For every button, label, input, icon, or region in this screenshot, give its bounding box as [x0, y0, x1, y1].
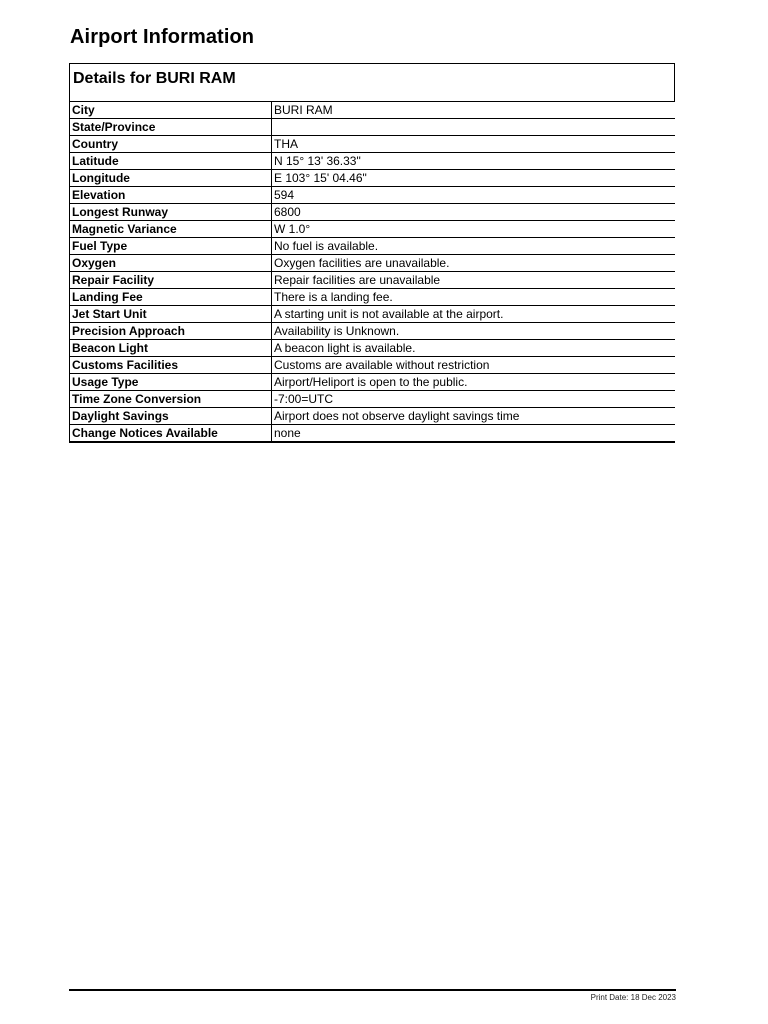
print-date: Print Date: 18 Dec 2023 — [590, 993, 676, 1002]
row-label: Longest Runway — [70, 204, 272, 221]
footer-divider — [69, 989, 676, 991]
table-row — [70, 272, 675, 289]
table-row — [70, 136, 675, 153]
table-row — [70, 340, 675, 357]
row-label: Beacon Light — [70, 340, 272, 357]
row-label: Daylight Savings — [70, 408, 272, 425]
row-value: Repair facilities are unavailable — [272, 272, 676, 289]
row-value: Airport does not observe daylight savings time — [272, 408, 676, 425]
row-label: Usage Type — [70, 374, 272, 391]
table-row — [70, 289, 675, 306]
table-row — [70, 221, 675, 238]
table-row — [70, 306, 675, 323]
airport-details-table — [70, 102, 675, 442]
row-value: Oxygen facilities are unavailable. — [272, 255, 676, 272]
table-row — [70, 119, 675, 136]
table-row — [70, 323, 675, 340]
details-heading: Details for BURI RAM — [70, 64, 675, 102]
row-label: Landing Fee — [70, 289, 272, 306]
details-table-body — [70, 102, 675, 442]
row-label: Repair Facility — [70, 272, 272, 289]
row-value: A starting unit is not available at the airport. — [272, 306, 676, 323]
row-value: N 15° 13' 36.33" — [272, 153, 676, 170]
table-row — [70, 408, 675, 425]
row-label: Time Zone Conversion — [70, 391, 272, 408]
row-value: 6800 — [272, 204, 676, 221]
row-label: Magnetic Variance — [70, 221, 272, 238]
row-value: A beacon light is available. — [272, 340, 676, 357]
row-value: E 103° 15' 04.46" — [272, 170, 676, 187]
row-label: Country — [70, 136, 272, 153]
table-row — [70, 357, 675, 374]
row-value: Customs are available without restriction — [272, 357, 676, 374]
row-value: No fuel is available. — [272, 238, 676, 255]
table-row — [70, 170, 675, 187]
row-label: Change Notices Available — [70, 425, 272, 442]
page-title: Airport Information — [70, 26, 255, 48]
row-label: Oxygen — [70, 255, 272, 272]
row-value: none — [272, 425, 676, 442]
row-label: Fuel Type — [70, 238, 272, 255]
table-row — [70, 374, 675, 391]
table-row — [70, 187, 675, 204]
row-label: Customs Facilities — [70, 357, 272, 374]
row-value: -7:00=UTC — [272, 391, 676, 408]
table-row — [70, 425, 675, 442]
row-label: Longitude — [70, 170, 272, 187]
table-row — [70, 204, 675, 221]
row-value: 594 — [272, 187, 676, 204]
row-label: Precision Approach — [70, 323, 272, 340]
row-label: Elevation — [70, 187, 272, 204]
row-value: Availability is Unknown. — [272, 323, 676, 340]
row-value: BURI RAM — [272, 102, 676, 119]
airport-details-panel — [69, 63, 675, 443]
row-label: State/Province — [70, 119, 272, 136]
row-label: Latitude — [70, 153, 272, 170]
row-label: Jet Start Unit — [70, 306, 272, 323]
row-value: W 1.0° — [272, 221, 676, 238]
table-row — [70, 255, 675, 272]
row-value: Airport/Heliport is open to the public. — [272, 374, 676, 391]
row-value — [272, 119, 676, 136]
table-row — [70, 153, 675, 170]
table-row — [70, 238, 675, 255]
table-row — [70, 391, 675, 408]
row-label: City — [70, 102, 272, 119]
table-row — [70, 102, 675, 119]
row-value: There is a landing fee. — [272, 289, 676, 306]
row-value: THA — [272, 136, 676, 153]
